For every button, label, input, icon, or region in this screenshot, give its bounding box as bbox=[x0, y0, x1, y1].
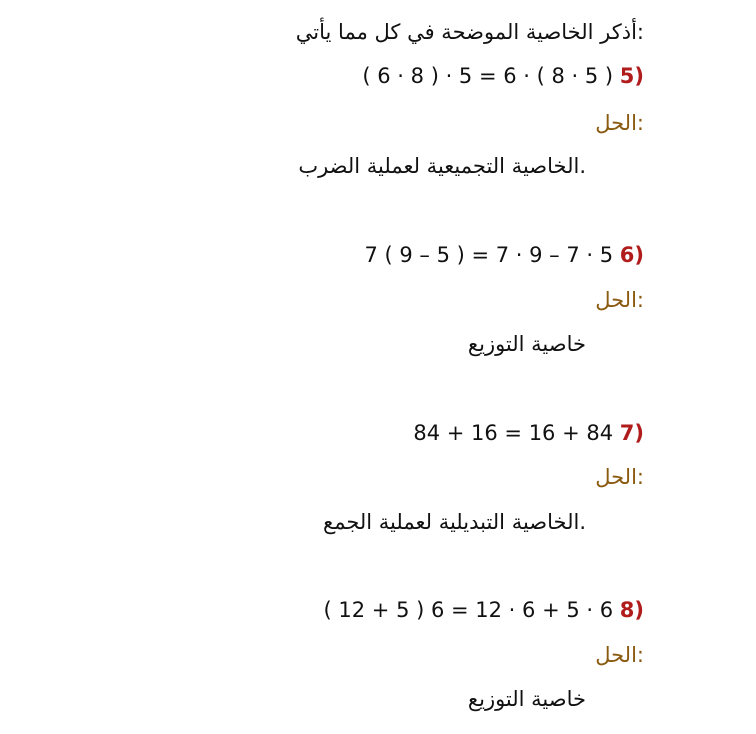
problem-8-equation bbox=[324, 598, 644, 622]
problem-6-solution-label: الحل: bbox=[595, 288, 644, 312]
problem-8-expression: ( 12 + 5 ) 6 = 12 · 6 + 5 · 6 bbox=[323, 598, 614, 622]
problem-5-number: 5) bbox=[619, 64, 644, 88]
problem-6-answer: خاصية التوزيع bbox=[467, 332, 586, 356]
problem-7-solution-label: الحل: bbox=[595, 465, 644, 489]
problem-6-expression: 7 ( 9 – 5 ) = 7 · 9 – 7 · 5 bbox=[364, 243, 614, 267]
problem-6-equation bbox=[364, 243, 644, 267]
problem-8-number: 8) bbox=[619, 598, 644, 622]
problem-7-equation bbox=[413, 421, 644, 445]
problem-5-equation bbox=[362, 64, 644, 88]
problem-6-number: 6) bbox=[619, 243, 644, 267]
problem-5-expression: ( 6 · 8 ) · 5 = 6 · ( 8 · 5 ) bbox=[362, 64, 614, 88]
problem-5-answer: الخاصية التجميعية لعملية الضرب. bbox=[298, 154, 586, 178]
instruction-heading: أذكر الخاصية الموضحة في كل مما يأتي: bbox=[295, 20, 644, 44]
problem-8-answer: خاصية التوزيع bbox=[467, 687, 586, 711]
problem-7-number: 7) bbox=[619, 421, 644, 445]
problem-7-answer: الخاصية التبديلية لعملية الجمع. bbox=[323, 510, 586, 534]
problem-8-solution-label: الحل: bbox=[595, 643, 644, 667]
problem-5-solution-label: الحل: bbox=[595, 111, 644, 135]
problem-7-expression: 84 + 16 = 16 + 84 bbox=[413, 421, 614, 445]
